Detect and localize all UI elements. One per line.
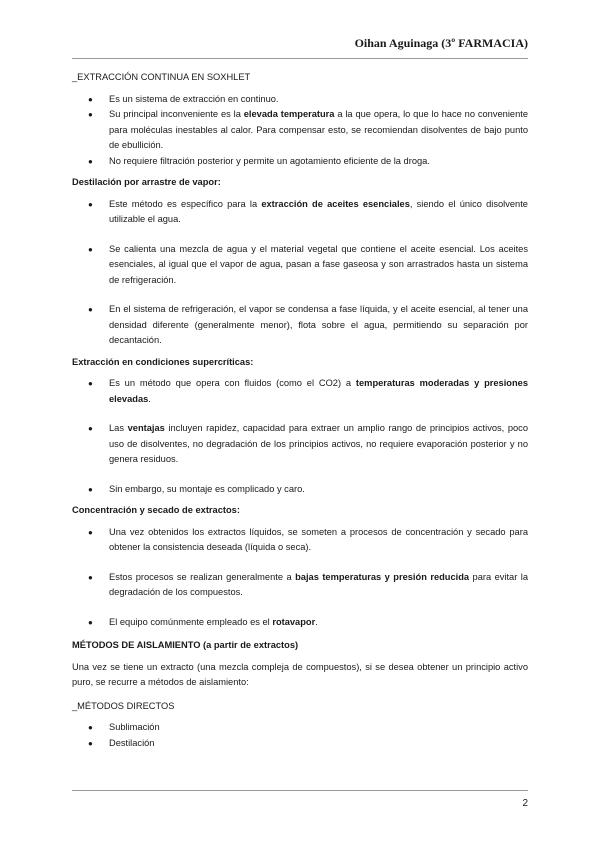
list-item: ● Destilación — [72, 736, 528, 752]
page-number: 2 — [522, 798, 528, 809]
list-item: ● Es un método que opera con fluidos (como el CO2) a temperaturas moderadas y presiones elevadas. — [88, 378, 528, 404]
bullet-icon: ● — [88, 379, 93, 388]
bullet-icon: ● — [88, 305, 93, 314]
list-item: ● Una vez obtenidos los extractos líquidos, se someten a procesos de concentración y secado para obtener la consistencia deseada (líquida o seca). — [88, 526, 528, 552]
list-item: ● Sin embargo, su montaje es complicado y caro. — [72, 482, 528, 498]
soxhlet-list — [72, 92, 528, 170]
bullet-icon: ● — [88, 617, 93, 627]
list-item: ● Se calienta una mezcla de agua y el material vegetal que contiene el aceite esencial. Los aceites esenciales, al igual que el vapor de agua, pasan a fase gaseosa y son arrastrados hasta un sistema de refrigeración. — [88, 243, 528, 285]
list-item: ● No requiere filtración posterior y permite un agotamiento eficiente de la droga. — [72, 154, 528, 170]
bullet-icon: ● — [88, 156, 93, 166]
bullet-icon: ● — [88, 723, 93, 732]
supercriticas-list — [72, 376, 528, 497]
arrastre-vapor-list — [72, 197, 528, 349]
bullet-icon: ● — [88, 572, 93, 582]
list-item: ● Su principal inconveniente es la elevada temperatura a la que opera, lo que lo hace no conveniente para moléculas inestables al calor. Para compensar esto, se recomiendan disolventes de bajo punto de ebullición. — [88, 109, 529, 150]
list-item: ● Las ventajas incluyen rapidez, capacidad para extraer un amplio rango de principios activos, poco uso de disolventes, no degradación de los principios activos, no requiere evaporación posterior y no genera residuos. — [88, 423, 529, 464]
metodos-directos-list — [72, 720, 528, 751]
bullet-icon: ● — [88, 244, 93, 254]
section-heading-supercriticas: Extracción en condiciones supercríticas: — [72, 356, 254, 367]
bullet-icon: ● — [88, 110, 93, 119]
list-item: ● Sublimación — [72, 720, 528, 736]
list-item: ● Es un sistema de extracción en continuo. — [72, 92, 528, 108]
section-heading-concentracion: Concentración y secado de extractos: — [72, 505, 240, 515]
bullet-icon: ● — [88, 424, 93, 433]
document-header-author: Oihan Aguinaga (3º FARMACIA) — [354, 36, 528, 50]
aislamiento-intro: Una vez se tiene un extracto (una mezcla compleja de compuestos), si se desea obtener un principio activo puro, se recurre a métodos de aislamiento: — [72, 661, 528, 687]
bullet-icon: ● — [88, 199, 93, 209]
section-heading-soxhlet: _EXTRACCIÓN CONTINUA EN SOXHLET — [72, 72, 251, 82]
section-heading-arrastre-vapor: Destilación por arrastre de vapor: — [72, 177, 221, 187]
section-heading-metodos-directos: _MÉTODOS DIRECTOS — [72, 700, 175, 711]
list-item: ● En el sistema de refrigeración, el vapor se condensa a fase líquida, y el aceite esencial, al tener una densidad diferente (generalmente menor), flota sobre el agua, permitiendo su separación por decantación. — [88, 304, 528, 345]
page-content — [72, 70, 528, 757]
concentracion-list — [72, 525, 528, 631]
header-divider — [72, 58, 528, 59]
footer-divider — [72, 790, 528, 791]
section-heading-aislamiento: MÉTODOS DE AISLAMIENTO (a partir de extractos) — [72, 640, 299, 650]
list-item: ● Estos procesos se realizan generalmente a bajas temperaturas y presión reducida para evitar la degradación de los compuestos. — [88, 571, 529, 597]
bullet-icon: ● — [88, 738, 93, 748]
bullet-icon: ● — [88, 527, 93, 537]
list-item: ● Este método es específico para la extracción de aceites esenciales, siendo el único disolvente utilizable el agua. — [88, 198, 528, 224]
bullet-icon: ● — [88, 484, 93, 494]
bullet-icon: ● — [88, 94, 93, 104]
list-item: ● El equipo comúnmente empleado es el rotavapor. — [72, 615, 528, 631]
